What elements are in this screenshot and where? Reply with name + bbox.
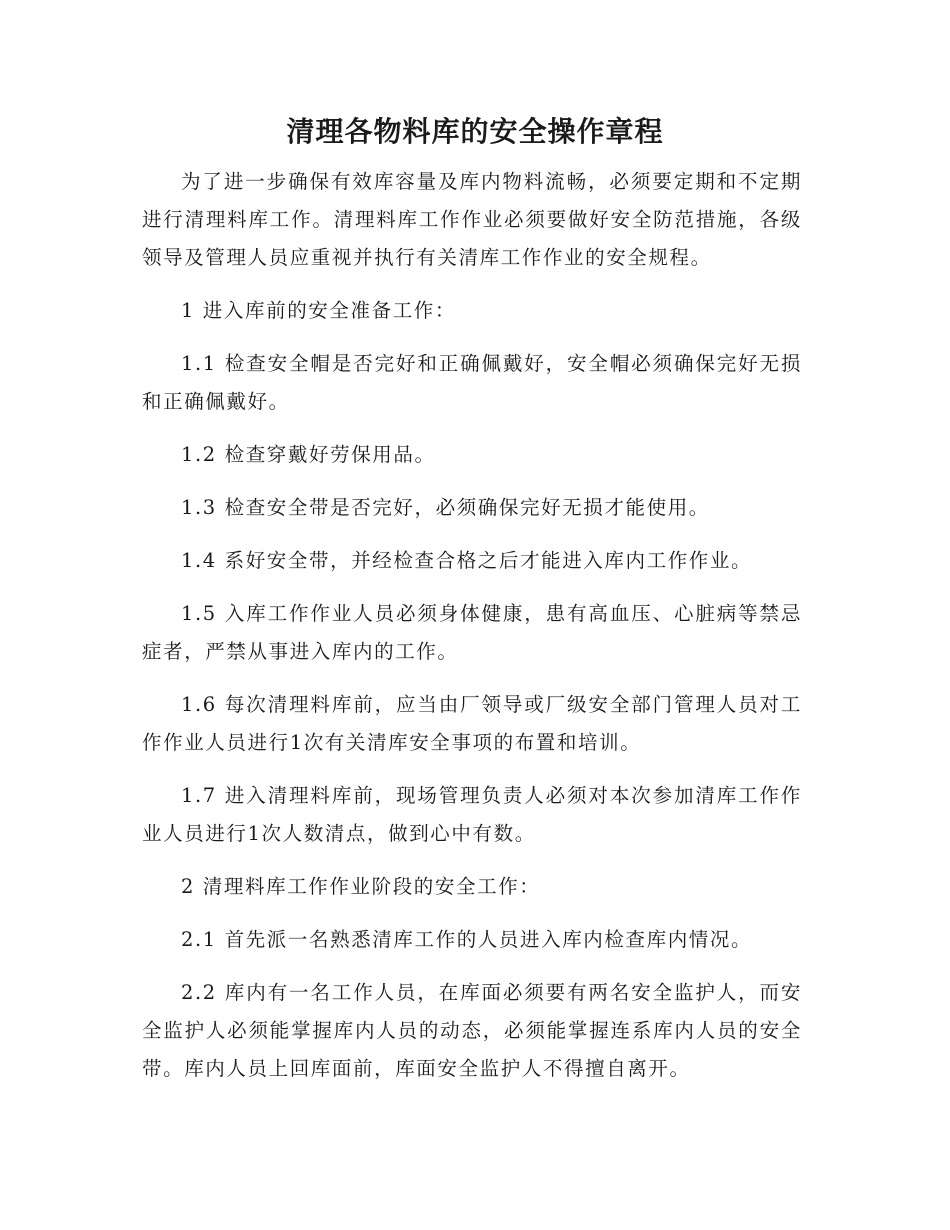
document-title: 清理各物料库的安全操作章程 xyxy=(286,115,664,148)
paragraph-2-1: 2.1 首先派一名熟悉清库工作的人员进入库内检查库内情况。 xyxy=(181,928,753,951)
paragraph-intro: 为了进一步确保有效库容量及库内物料流畅，必须要定期和不定期进行清理料库工作。清理料库工作作业必须要做好安全防范措施，各级领导及管理人员应重视并执行有关清库工作作业的安全规程。 xyxy=(142,170,802,269)
paragraph-1-5: 1.5 入库工作作业人员必须身体健康，患有高血压、心脏病等禁忌症者，严禁从事进入库内的工作。 xyxy=(142,602,802,663)
document-body xyxy=(142,163,802,1103)
paragraph-1-6: 1.6 每次清理料库前，应当由厂领导或厂级安全部门管理人员对工作作业人员进行1次有关清库安全事项的布置和培训。 xyxy=(142,693,802,754)
paragraph-1-3: 1.3 检查安全带是否完好，必须确保完好无损才能使用。 xyxy=(181,496,710,519)
paragraph-2-2: 2.2 库内有一名工作人员，在库面必须要有两名安全监护人，而安全监护人必须能掌握库内人员的动态，必须能掌握连系库内人员的安全带。库内人员上回库面前，库面安全监护人不得擅自离开。 xyxy=(142,981,802,1080)
paragraph-1-4: 1.4 系好安全带，并经检查合格之后才能进入库内工作作业。 xyxy=(181,549,753,572)
section-heading-2: 2 清理料库工作作业阶段的安全工作： xyxy=(181,875,541,898)
section-heading-1: 1 进入库前的安全准备工作： xyxy=(181,299,457,322)
paragraph-1-1: 1.1 检查安全帽是否完好和正确佩戴好，安全帽必须确保完好无损和正确佩戴好。 xyxy=(142,352,802,413)
paragraph-1-2: 1.2 检查穿戴好劳保用品。 xyxy=(181,443,436,466)
paragraph-1-7: 1.7 进入清理料库前，现场管理负责人必须对本次参加清库工作作业人员进行1次人数清点，做到心中有数。 xyxy=(142,784,802,845)
